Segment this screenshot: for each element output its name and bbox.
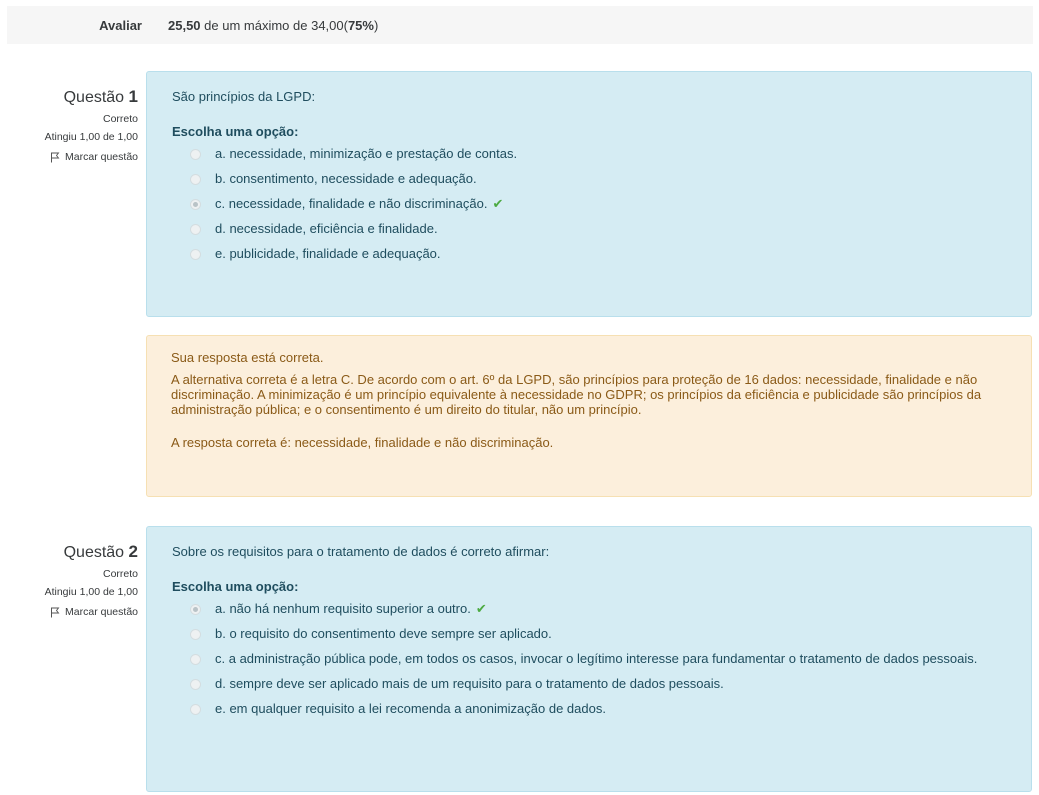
answer-list [190, 602, 1015, 721]
feedback-status: Sua resposta está correta. [171, 350, 324, 365]
radio-button[interactable] [190, 249, 201, 260]
answer-option[interactable]: d. necessidade, eficiência e finalidade. [190, 222, 1015, 241]
question-number: Questão 2 [63, 542, 138, 561]
grade-value: 25,50 de um máximo de 34,00(75%) [168, 17, 379, 33]
answer-option[interactable]: e. publicidade, finalidade e adequação. [190, 247, 1015, 266]
radio-button[interactable] [190, 704, 201, 715]
radio-button[interactable] [190, 679, 201, 690]
grade-label: Avaliar [99, 17, 142, 33]
radio-button[interactable] [190, 224, 201, 235]
radio-button-selected[interactable] [190, 604, 201, 615]
question-grade: Atingiu 1,00 de 1,00 [44, 586, 138, 598]
question-state: Correto [102, 113, 138, 125]
answer-option[interactable]: b. o requisito do consentimento deve sempre ser aplicado. [190, 627, 1015, 646]
radio-button[interactable] [190, 629, 201, 640]
flag-question-button[interactable]: Marcar questão [10, 606, 138, 618]
question-2-info [10, 542, 138, 618]
question-text: São princípios da LGPD: [172, 89, 316, 104]
radio-button[interactable] [190, 654, 201, 665]
feedback-explanation: A alternativa correta é a letra C. De acordo com o art. 6º da LGPD, são princípios para proteção de 16 dados: necessidade, finalidade e não discriminação. A minimização é um princípio equivalente à necessidade no GDPR; os princípios da eficiência e publicidade são princípios da administração pública; e o consentimento é um direito do titular, não um princípio. [171, 372, 982, 417]
answer-option[interactable]: a. não há nenhum requisito superior a outro. ✔ [190, 602, 1015, 621]
question-state: Correto [102, 568, 138, 580]
answer-option[interactable]: a. necessidade, minimização e prestação de contas. [190, 147, 1015, 166]
attempt-summary [7, 6, 1033, 44]
question-text: Sobre os requisitos para o tratamento de dados é correto afirmar: [172, 544, 550, 559]
answer-option[interactable]: e. em qualquer requisito a lei recomenda a anonimização de dados. [190, 702, 1015, 721]
question-number: Questão 1 [63, 87, 138, 106]
answer-option[interactable]: c. a administração pública pode, em todos os casos, invocar o legítimo interesse para fundamentar o tratamento de dados pessoais. [190, 652, 1015, 671]
flag-icon [50, 152, 60, 163]
answer-option[interactable]: d. sempre deve ser aplicado mais de um requisito para o tratamento de dados pessoais. [190, 677, 1015, 696]
question-1-feedback [146, 335, 1032, 497]
question-1-info [10, 87, 138, 163]
question-1-formulation [146, 71, 1032, 317]
flag-question-button[interactable]: Marcar questão [10, 151, 138, 163]
answer-option[interactable]: c. necessidade, finalidade e não discriminação. ✔ [190, 197, 1015, 216]
check-icon: ✔ [475, 601, 487, 616]
flag-icon [50, 607, 60, 618]
radio-button-selected[interactable] [190, 199, 201, 210]
feedback-right-answer: A resposta correta é: necessidade, finalidade e não discriminação. [171, 435, 554, 450]
choose-prompt: Escolha uma opção: [172, 579, 299, 594]
choose-prompt: Escolha uma opção: [172, 124, 299, 139]
question-grade: Atingiu 1,00 de 1,00 [44, 131, 138, 143]
answer-list [190, 147, 1015, 266]
radio-button[interactable] [190, 174, 201, 185]
radio-button[interactable] [190, 149, 201, 160]
answer-option[interactable]: b. consentimento, necessidade e adequação. [190, 172, 1015, 191]
question-2-formulation [146, 526, 1032, 792]
check-icon: ✔ [492, 196, 504, 211]
